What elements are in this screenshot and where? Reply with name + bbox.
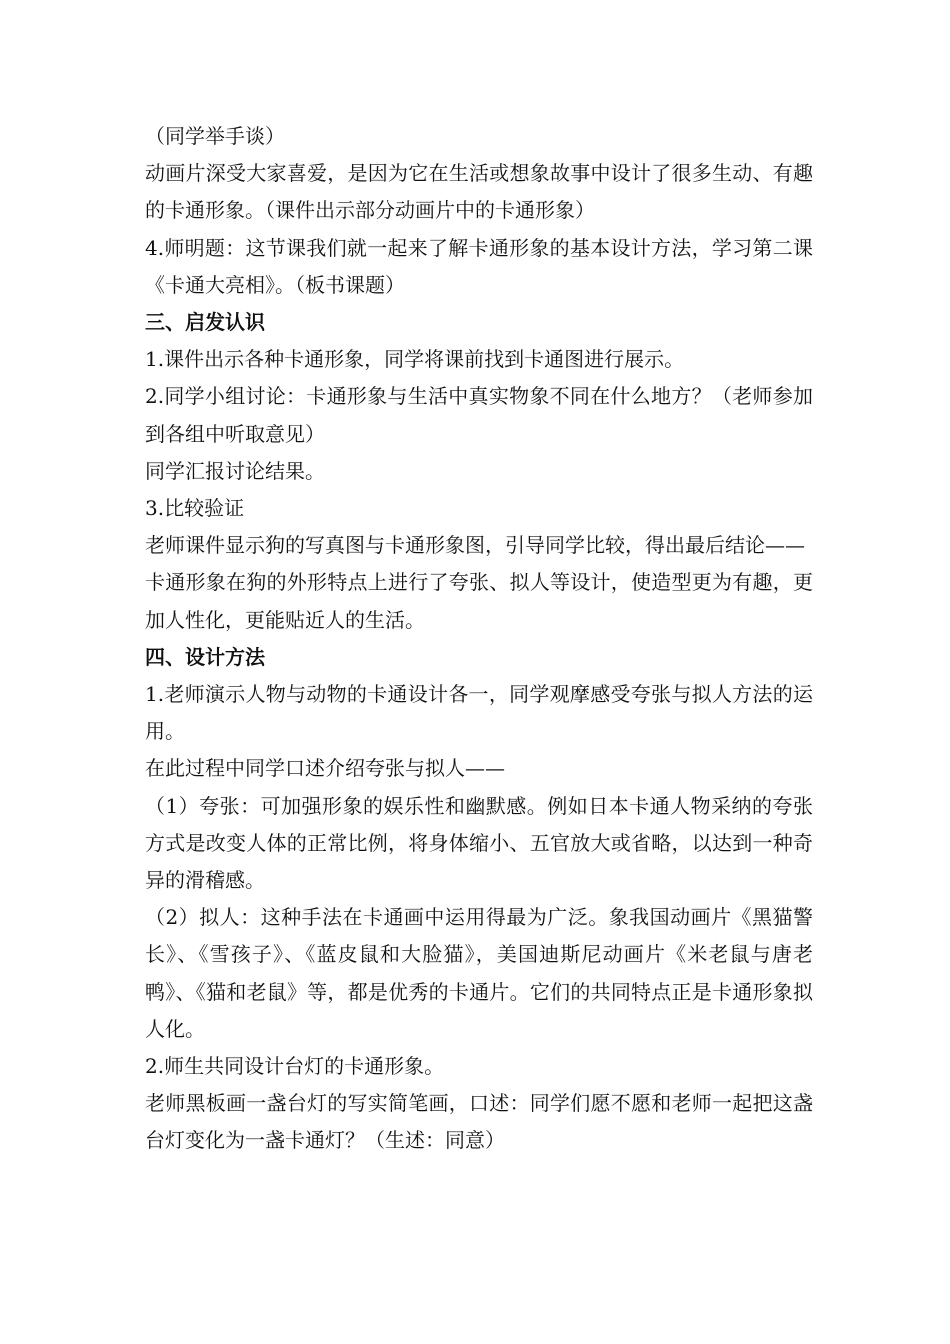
paragraph-lamp-sketch: 老师黑板画一盏台灯的写实简笔画，口述：同学们愿不愿和老师一起把这盏台灯变化为一盏卡通灯？（生述：同意） [145, 1091, 813, 1153]
paragraph-compare-verify: 3.比较验证 [145, 496, 245, 521]
paragraph-conclusion: 卡通形象在狗的外形特点上进行了夸张、拟人等设计，使造型更为有趣，更加人性化，更能贴近人的生活。 [145, 570, 813, 632]
section-heading-inspiration: 三、启发认识 [145, 310, 265, 335]
paragraph-teacher-demo: 1.老师演示人物与动物的卡通设计各一，同学观摩感受夸张与拟人方法的运用。 [145, 682, 813, 744]
paragraph-personification: （2）拟人：这种手法在卡通画中运用得最为广泛。象我国动画片《黑猫警长》、《雪孩子》、《蓝皮鼠和大脸猫》，美国迪斯尼动画片《米老鼠与唐老鸭》、《猫和老鼠》等，都是优秀的卡通片。它们的共同特点正是卡通形象拟人化。 [145, 905, 813, 1041]
paragraph-report-results: 同学汇报讨论结果。 [145, 458, 325, 483]
paragraph-students-raise-hands: （同学举手谈） [145, 124, 285, 148]
paragraph-dog-comparison: 老师课件显示狗的写真图与卡通形象图，引导同学比较，得出最后结论—— [145, 533, 805, 558]
paragraph-lamp-design: 2.师生共同设计台灯的卡通形象。 [145, 1054, 445, 1079]
paragraph-group-discussion: 2.同学小组讨论：卡通形象与生活中真实物象不同在什么地方？（老师参加到各组中听取意见） [145, 384, 813, 446]
paragraph-exaggeration: （1）夸张：可加强形象的娱乐性和幽默感。例如日本卡通人物采纳的夸张方式是改变人体的正常比例，将身体缩小、五官放大或省略，以达到一种奇异的滑稽感。 [145, 793, 813, 893]
paragraph-courseware-display: 1.课件出示各种卡通形象，同学将课前找到卡通图进行展示。 [145, 347, 685, 372]
paragraph-cartoon-popularity: 动画片深受大家喜爱，是因为它在生活或想象故事中设计了很多生动、有趣的卡通形象。（课件出示部分动画片中的卡通形象） [145, 161, 813, 223]
paragraph-oral-intro: 在此过程中同学口述介绍夸张与拟人—— [145, 756, 505, 781]
section-heading-design-methods: 四、设计方法 [145, 644, 265, 669]
document-page [145, 118, 813, 1160]
paragraph-lesson-topic: 4.师明题：这节课我们就一起来了解卡通形象的基本设计方法，学习第二课《卡通大亮相》。（板书课题） [145, 235, 813, 297]
